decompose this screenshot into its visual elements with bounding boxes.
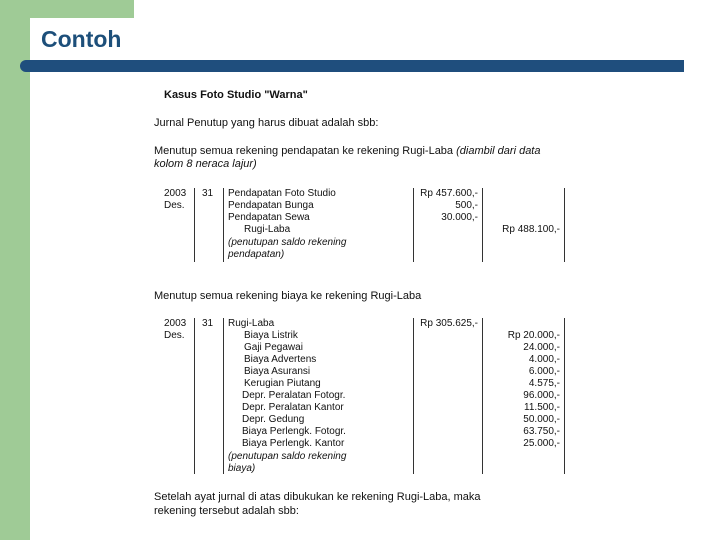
t2-row-credit: 11.500,- — [524, 402, 560, 413]
t1-row-label: Pendapatan Bunga — [228, 200, 314, 211]
t2-row-label: Depr. Peralatan Fotogr. — [242, 390, 346, 401]
t1-month: Des. — [164, 200, 185, 211]
t1-row-debit: Rp 457.600,- — [420, 188, 478, 199]
t2-row-label: Biaya Asuransi — [244, 366, 311, 377]
t1-note: (penutupan saldo rekening — [228, 237, 347, 248]
t2-row-credit: Rp 20.000,- — [507, 330, 560, 341]
t2-row-label: Biaya Listrik — [244, 330, 298, 341]
t2-row-label: Depr. Gedung — [242, 414, 305, 425]
t2-year: 2003 — [164, 318, 187, 329]
para1 — [154, 145, 566, 171]
t2-row-credit: 24.000,- — [523, 342, 560, 353]
left-green-strip — [0, 0, 30, 540]
t2-row-credit: 50.000,- — [523, 414, 560, 425]
t1-year: 2003 — [164, 188, 187, 199]
t2-row-credit: 25.000,- — [523, 438, 560, 449]
closing-text-line2: rekening tersebut adalah sbb: — [154, 505, 299, 517]
case-heading: Kasus Foto Studio "Warna" — [164, 89, 308, 101]
top-green-strip — [30, 0, 134, 18]
t2-month: Des. — [164, 330, 185, 341]
t2-row-credit: 96.000,- — [523, 390, 560, 401]
t2-row-label: Biaya Perlengk. Fotogr. — [242, 426, 346, 437]
t1-row-debit: 30.000,- — [441, 212, 478, 223]
para2: Menutup semua rekening biaya ke rekening Rugi-Laba — [154, 290, 422, 302]
closing-text-line1: Setelah ayat jurnal di atas dibukukan ke rekening Rugi-Laba, maka — [154, 491, 481, 503]
t1-row-label: Pendapatan Sewa — [228, 212, 310, 223]
journal-table-1 — [162, 188, 564, 262]
t1-row-debit: 500,- — [455, 200, 478, 211]
para1-italic: (diambil dari data kolom 8 neraca lajur) — [154, 145, 541, 170]
t2-row-credit: 4.575,- — [528, 378, 560, 389]
journal-table-2 — [162, 318, 564, 474]
t2-row-label: Gaji Pegawai — [244, 342, 303, 353]
slide-title: Contoh — [41, 26, 122, 52]
t2-row-label: Depr. Peralatan Kantor — [242, 402, 344, 413]
t2-row-debit: Rp 305.625,- — [420, 318, 478, 329]
t2-day: 31 — [202, 318, 214, 329]
t1-row-label: Rugi-Laba — [244, 224, 291, 235]
t1-row-credit: Rp 488.100,- — [502, 224, 560, 235]
t2-row-label: Biaya Perlengk. Kantor — [242, 438, 345, 449]
t2-row-label: Biaya Advertens — [244, 354, 317, 365]
title-rule — [20, 60, 684, 72]
t1-note: pendapatan) — [228, 249, 285, 260]
t1-row-label: Pendapatan Foto Studio — [228, 188, 336, 199]
para1-text: Menutup semua rekening pendapatan ke rekening Rugi-Laba — [154, 145, 454, 157]
t2-row-label: Rugi-Laba — [228, 318, 275, 329]
t2-row-credit: 63.750,- — [523, 426, 560, 437]
t1-day: 31 — [202, 188, 214, 199]
t2-note: (penutupan saldo rekening — [228, 451, 347, 462]
t2-row-label: Kerugian Piutang — [244, 378, 321, 389]
t2-row-credit: 4.000,- — [528, 354, 560, 365]
intro-text: Jurnal Penutup yang harus dibuat adalah sbb: — [154, 117, 379, 129]
t2-row-credit: 6.000,- — [528, 366, 560, 377]
t2-note: biaya) — [228, 463, 256, 474]
